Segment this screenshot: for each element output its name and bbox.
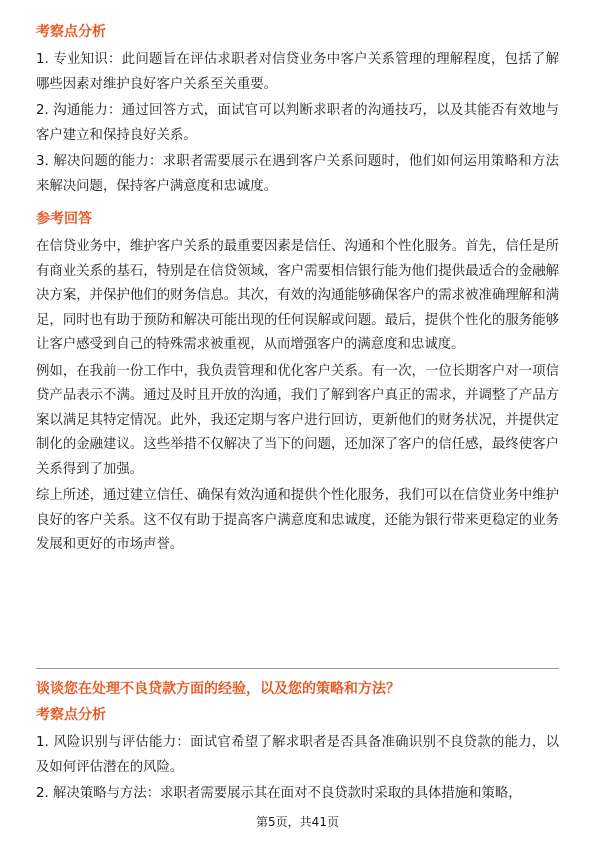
section-one: [36, 22, 559, 560]
analysis-item: 1. 风险识别与评估能力：面试官希望了解求职者是否具备准确识别不良贷款的能力，以及如何评估潜在的风险。: [36, 735, 559, 775]
section-divider: [36, 668, 559, 669]
answer-paragraph: 例如，在我前一份工作中，我负责管理和优化客户关系。有一次，一位长期客户对一项信贷产品表示不满。通过及时且开放的沟通，我们了解到客户真正的需求，并调整了产品方案以满足其特定情况。此外，我还定期与客户进行回访，更新他们的财务状况，并提供定制化的金融建议。这些举措不仅解决了当下的问题，还加深了客户的信任感，最终使客户关系得到了加强。: [36, 363, 559, 477]
answer-heading: 参考回答: [36, 211, 92, 227]
section-two: [36, 679, 559, 809]
interview-question: 谈谈您在处理不良贷款方面的经验，以及您的策略和方法？: [36, 681, 400, 697]
analysis-item: 1. 专业知识：此问题旨在评估求职者对信贷业务中客户关系管理的理解程度，包括了解哪些因素对维护良好客户关系至关重要。: [36, 52, 559, 92]
analysis-heading: 考察点分析: [36, 707, 106, 723]
analysis-item: 2. 沟通能力：通过回答方式，面试官可以判断求职者的沟通技巧，以及其能否有效地与客户建立和保持良好关系。: [36, 103, 559, 143]
analysis-item: 2. 解决策略与方法：求职者需要展示其在面对不良贷款时采取的具体措施和策略，: [36, 786, 522, 801]
answer-paragraph: 综上所述，通过建立信任、确保有效沟通和提供个性化服务，我们可以在信贷业务中维护良好的客户关系。这不仅有助于提高客户满意度和忠诚度，还能为银行带来更稳定的业务发展和更好的市场声誉。: [36, 488, 559, 552]
analysis-heading: 考察点分析: [36, 24, 106, 40]
analysis-item: 3. 解决问题的能力：求职者需要展示在遇到客户关系问题时，他们如何运用策略和方法来解决问题，保持客户满意度和忠诚度。: [36, 154, 559, 194]
page-number: 第5页，共41页: [256, 815, 339, 829]
answer-paragraph: 在信贷业务中，维护客户关系的最重要因素是信任、沟通和个性化服务。首先，信任是所有商业关系的基石，特别是在信贷领域，客户需要相信银行能为他们提供最适合的金融解决方案，并保护他们的财务信息。其次，有效的沟通能够确保客户的需求被准确理解和满足，同时也有助于预防和解决可能出现的任何误解或问题。最后，提供个性化的服务能够让客户感受到自己的特殊需求被重视，从而增强客户的满意度和忠诚度。: [36, 239, 559, 352]
